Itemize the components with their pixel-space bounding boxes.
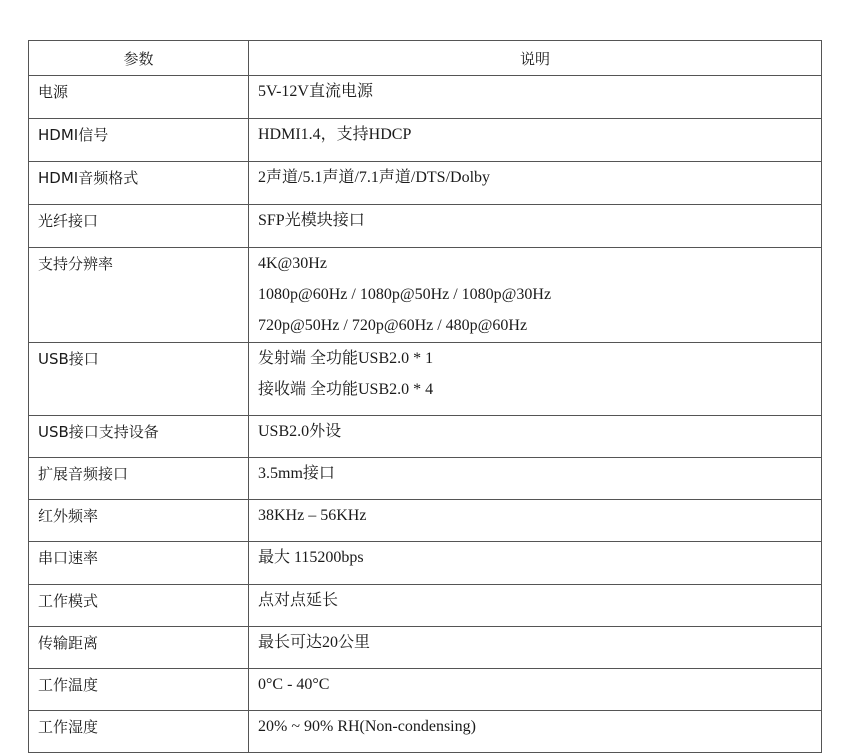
table-row <box>29 416 822 458</box>
param-cell: 支持分辨率 <box>29 248 249 343</box>
param-cell: HDMI信号 <box>29 119 249 162</box>
desc-cell <box>249 627 822 669</box>
param-cell: 电源 <box>29 76 249 119</box>
spec-table <box>28 40 822 753</box>
desc-line: 发射端 全功能USB2.0 * 1 <box>258 350 434 367</box>
param-cell: 工作湿度 <box>29 711 249 753</box>
desc-cell <box>249 248 822 343</box>
header-param: 参数 <box>29 41 249 76</box>
table-row <box>29 627 822 669</box>
table-row <box>29 119 822 162</box>
desc-cell <box>249 162 822 205</box>
param-cell: 工作温度 <box>29 669 249 711</box>
desc-cell <box>249 119 822 162</box>
table-header-row <box>29 41 822 76</box>
desc-line: HDMI1.4，支持HDCP <box>258 126 412 143</box>
table-row <box>29 458 822 500</box>
desc-line: SFP光模块接口 <box>258 212 365 229</box>
header-desc: 说明 <box>249 41 822 76</box>
table-row <box>29 585 822 627</box>
table-row <box>29 248 822 343</box>
table-row <box>29 343 822 416</box>
param-cell: 红外频率 <box>29 500 249 542</box>
desc-line: 720p@50Hz / 720p@60Hz / 480p@60Hz <box>258 317 528 334</box>
desc-cell <box>249 458 822 500</box>
table-row <box>29 205 822 248</box>
table-row <box>29 711 822 753</box>
desc-line: 点对点延长 <box>258 592 339 609</box>
desc-cell <box>249 76 822 119</box>
param-cell: HDMI音频格式 <box>29 162 249 205</box>
desc-line: 38KHz – 56KHz <box>258 507 367 524</box>
desc-line: 2声道/5.1声道/7.1声道/DTS/Dolby <box>258 169 491 186</box>
param-cell: USB接口 <box>29 343 249 416</box>
desc-cell <box>249 205 822 248</box>
param-cell: 工作模式 <box>29 585 249 627</box>
desc-cell <box>249 585 822 627</box>
table-row <box>29 500 822 542</box>
desc-line: 20% ~ 90% RH(Non-condensing) <box>258 718 476 735</box>
table-row <box>29 669 822 711</box>
desc-cell <box>249 711 822 753</box>
desc-line: 接收端 全功能USB2.0 * 4 <box>258 381 434 398</box>
desc-line: 0°C - 40°C <box>258 676 330 693</box>
param-cell: 光纤接口 <box>29 205 249 248</box>
param-cell: 传输距离 <box>29 627 249 669</box>
desc-line: 5V-12V直流电源 <box>258 83 373 100</box>
param-cell: 串口速率 <box>29 542 249 585</box>
desc-line: USB2.0外设 <box>258 423 342 440</box>
desc-line: 最长可达20公里 <box>258 634 371 651</box>
desc-line: 最大 115200bps <box>258 549 364 566</box>
param-cell: USB接口支持设备 <box>29 416 249 458</box>
desc-line: 4K@30Hz <box>258 255 327 272</box>
table-row <box>29 76 822 119</box>
desc-cell <box>249 542 822 585</box>
desc-line: 1080p@60Hz / 1080p@50Hz / 1080p@30Hz <box>258 286 552 303</box>
desc-line: 3.5mm接口 <box>258 465 335 482</box>
table-row <box>29 542 822 585</box>
desc-cell <box>249 416 822 458</box>
desc-cell <box>249 500 822 542</box>
desc-cell <box>249 343 822 416</box>
desc-cell <box>249 669 822 711</box>
table-row <box>29 162 822 205</box>
param-cell: 扩展音频接口 <box>29 458 249 500</box>
